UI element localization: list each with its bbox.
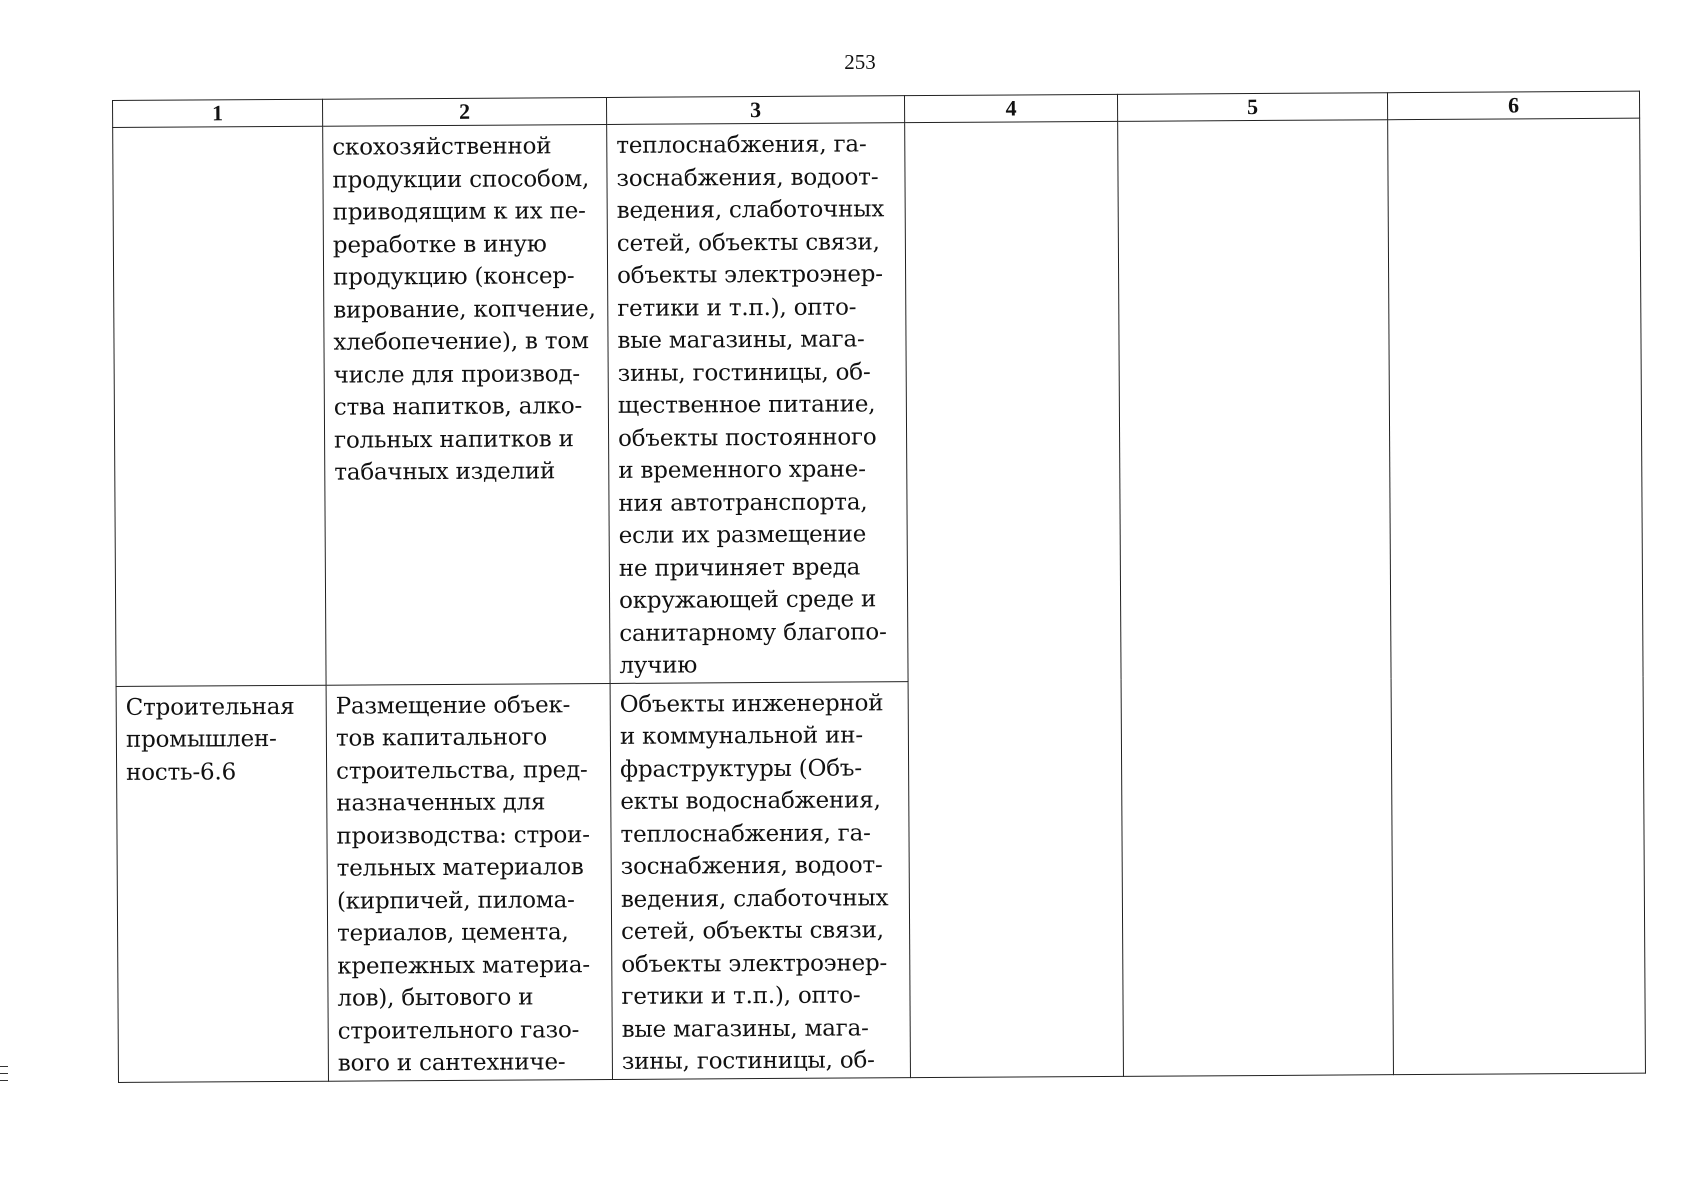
cell-text: Строительная промышлен- ность-6.6: [125, 693, 295, 786]
cell-text: [914, 127, 1109, 128]
document-sheet: [112, 91, 1645, 1083]
table-cell-col3: [607, 123, 908, 683]
cell-text: теплоснабжения, га- зоснабжения, водоот- ведения, слаботочных сетей, объекты связи, объекты электроэнер- гетики и т.п.), опто- вые магазины, мага- зины, гостиницы, об- щественное питание, объекты постоянного и временного хране- ния автотранспорта, если их размещение не причиняет вреда окружающей среде и санитарному благопо- лучию: [616, 131, 887, 679]
margin-marks: [0, 1066, 8, 1087]
cell-text: Объекты инженерной и коммунальной ин- фраструктуры (Объ- екты водоснабжения, теплоснабжения, га- зоснабжения, водоот- ведения, слаботочных сетей, объекты связи, объекты электроэнер- гетики и т.п.), опто- вые магазины, мага- зины, гостиницы, об-: [619, 689, 889, 1075]
column-header-5: 5: [1117, 93, 1387, 122]
table-cell-col1: [116, 685, 328, 1082]
table-cell-col2: [326, 683, 612, 1081]
margin-mark: [0, 1066, 8, 1067]
table-cell-col6: [1388, 118, 1646, 1074]
table-row: [113, 118, 1643, 686]
page-number: 253: [844, 50, 876, 74]
cell-text: скохозяйственной продукции способом, приводящим к их пе- реработке в иную продукцию (консер- вирование, копчение, хлебопечение), в том числе для производ- ства напитков, алко- гольных напитков и табачных изделий: [332, 133, 596, 486]
column-header-2: 2: [322, 97, 606, 126]
cell-text: Размещение объек- тов капитального строительства, пред- назначенных для производства: строи- тельных материалов (кирпичей, пилома- териалов, цемента, крепежных материа- лов), бытового и строительного газо- вого и сантехниче-: [335, 691, 590, 1077]
table-cell-col3: [610, 681, 910, 1079]
column-header-3: 3: [606, 96, 904, 125]
table-cell-col2: [323, 124, 610, 684]
cell-text: [1397, 124, 1631, 125]
column-header-4: 4: [904, 94, 1117, 122]
table-cell-col5: [1118, 120, 1394, 1076]
data-table: [112, 91, 1646, 1083]
cell-text: [1127, 125, 1379, 127]
table-cell-col4: [905, 121, 1124, 1077]
margin-mark: [0, 1080, 8, 1081]
margin-mark: [0, 1073, 8, 1074]
column-header-1: 1: [113, 99, 323, 127]
column-header-6: 6: [1387, 91, 1639, 120]
cell-text: [122, 132, 314, 133]
table-cell-col1: [113, 126, 326, 686]
